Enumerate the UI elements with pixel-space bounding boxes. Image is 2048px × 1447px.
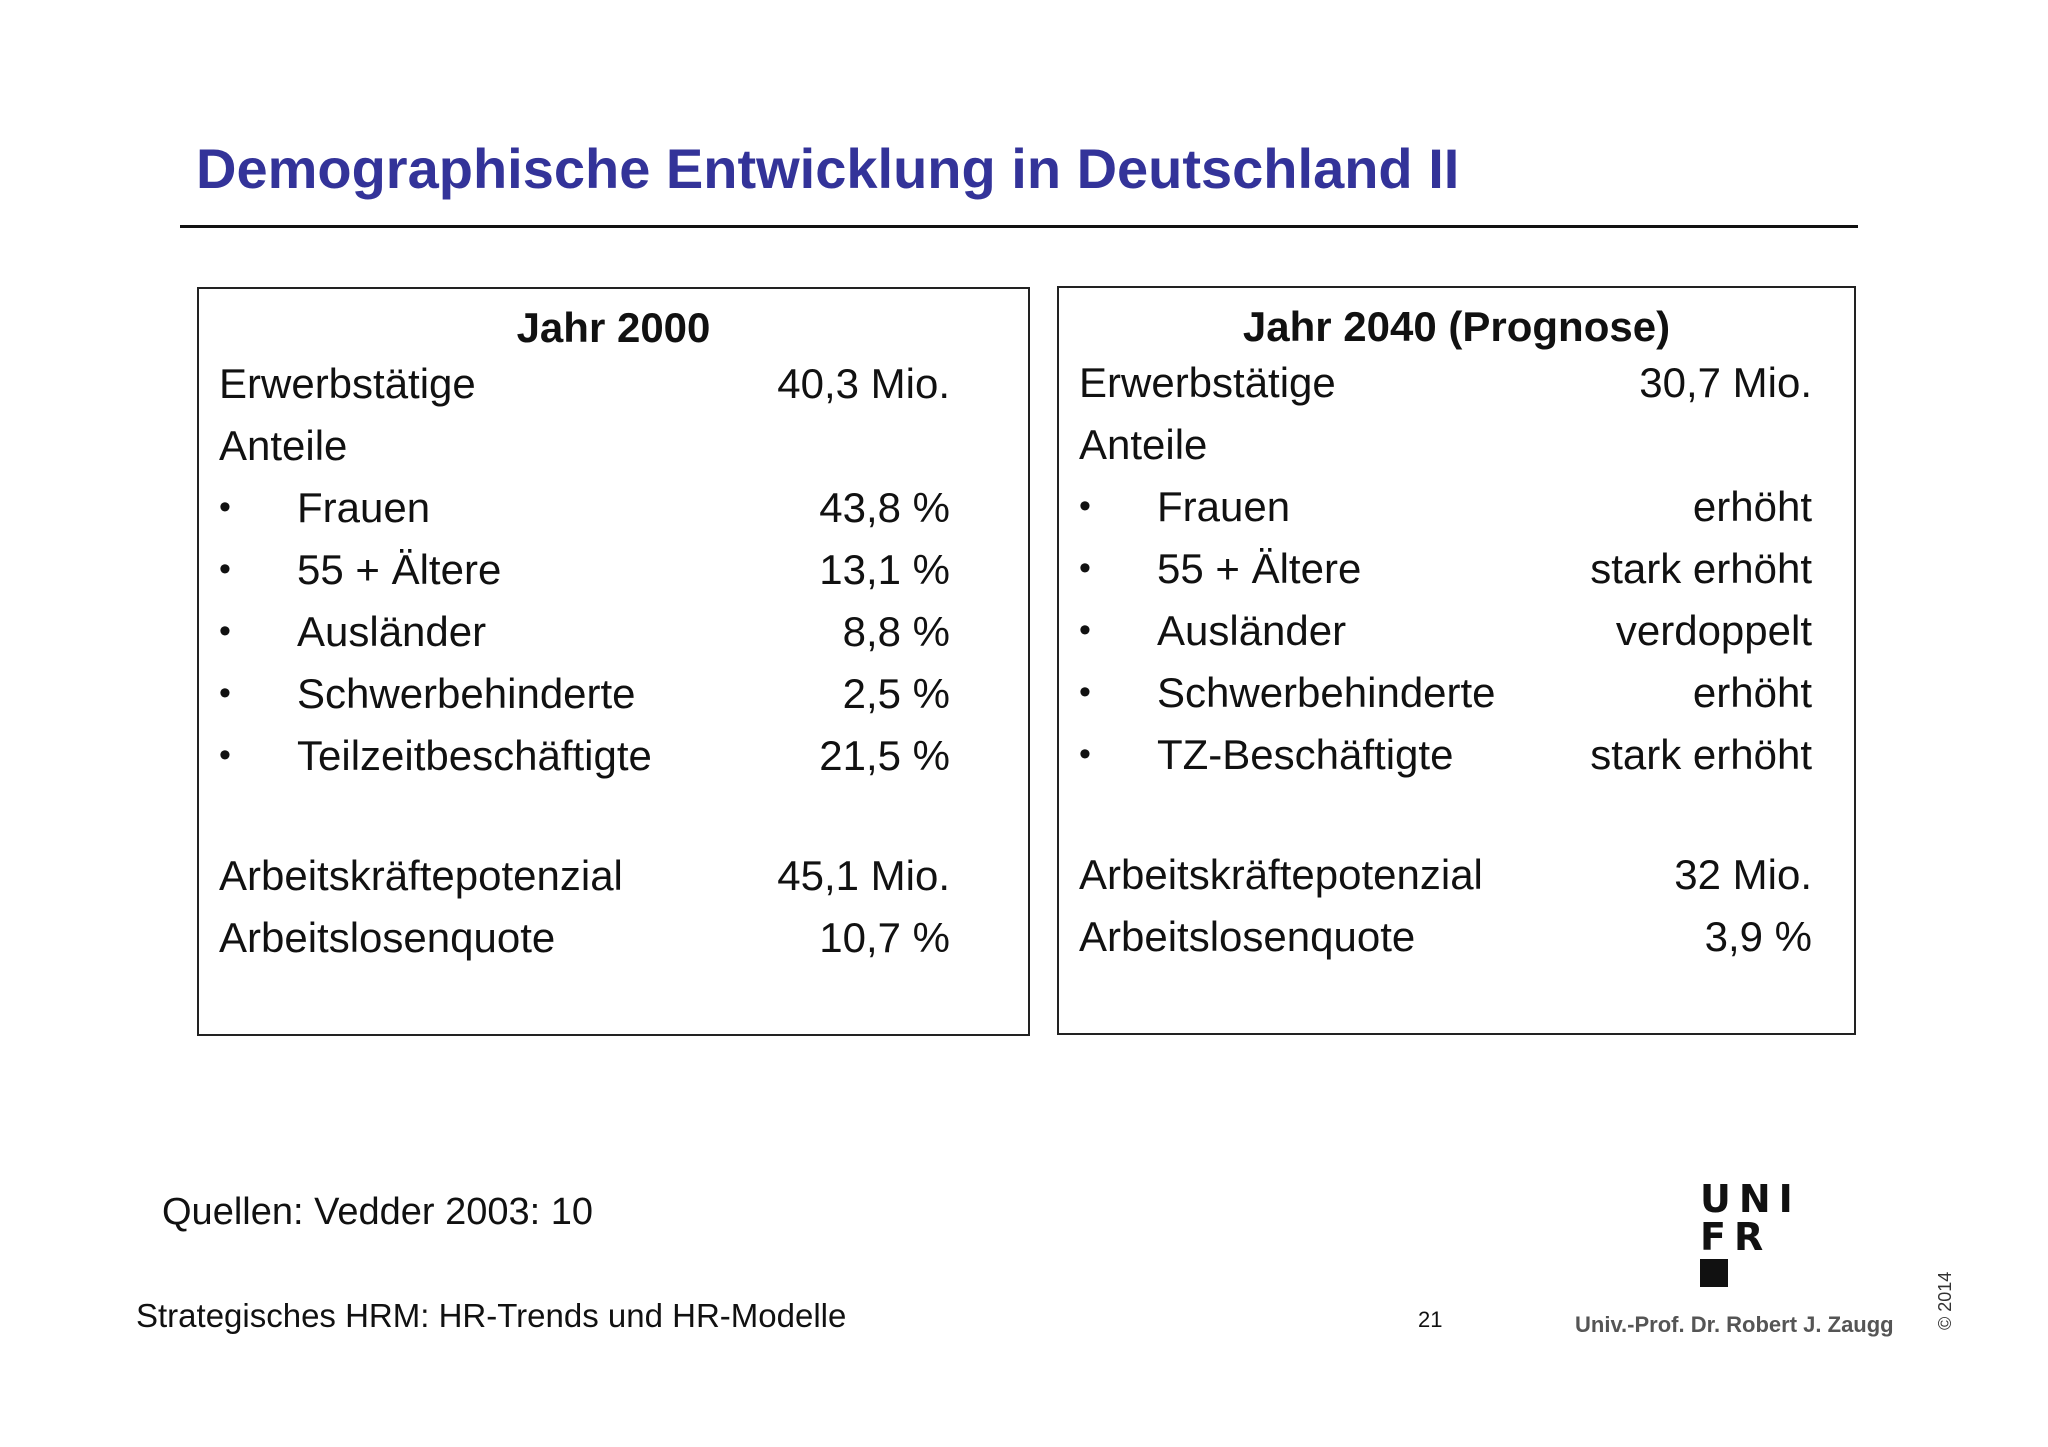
slide-title: Demographische Entwicklung in Deutschland II: [196, 137, 1460, 200]
row-value: stark erhöht: [1590, 545, 1812, 592]
row-label: Frauen: [297, 484, 431, 531]
author-name: Univ.-Prof. Dr. Robert J. Zaugg: [1575, 1312, 1894, 1337]
bullet-icon: •: [219, 550, 231, 588]
row-label: Schwerbehinderte: [297, 670, 636, 717]
row-value: 3,9 %: [1704, 913, 1812, 960]
row-value: 2,5 %: [842, 670, 950, 717]
row-value: erhöht: [1692, 483, 1812, 530]
row-label: 55 + Ältere: [1157, 545, 1362, 592]
row-value: 32 Mio.: [1674, 851, 1812, 898]
unifr-logo: [1700, 1177, 1801, 1290]
row-value: 10,7 %: [819, 914, 950, 961]
row-value: 21,5 %: [819, 732, 950, 779]
row-value: stark erhöht: [1590, 731, 1812, 778]
bullet-icon: •: [219, 612, 231, 650]
title-divider: [180, 225, 1858, 228]
logo-square-icon: [1700, 1259, 1728, 1287]
page-number: 21: [1418, 1307, 1443, 1332]
bullet-icon: •: [219, 736, 231, 774]
row-value: 43,8 %: [819, 484, 950, 531]
row-label: TZ-Beschäftigte: [1157, 731, 1454, 778]
logo-line-1: UNI: [1700, 1177, 1801, 1221]
row-label: Teilzeitbeschäftigte: [297, 732, 652, 779]
row-label: Schwerbehinderte: [1157, 669, 1496, 716]
course-title: Strategisches HRM: HR-Trends und HR-Modelle: [136, 1297, 847, 1334]
logo-line-2: FR: [1700, 1215, 1772, 1259]
row-label: Arbeitslosenquote: [1079, 913, 1416, 960]
source-note: Quellen: Vedder 2003: 10: [162, 1191, 594, 1233]
year-2000-box: [197, 287, 1030, 1036]
row-label: Arbeitskräftepotenzial: [219, 852, 623, 899]
row-value: 30,7 Mio.: [1639, 359, 1812, 406]
row-label: Frauen: [1157, 483, 1291, 530]
row-label: Arbeitskräftepotenzial: [1079, 851, 1483, 898]
bullet-icon: •: [219, 488, 231, 526]
row-value: 13,1 %: [819, 546, 950, 593]
bullet-icon: •: [1079, 673, 1091, 711]
row-label: Arbeitslosenquote: [219, 914, 556, 961]
row-label: Anteile: [219, 422, 348, 469]
row-value: 8,8 %: [842, 608, 950, 655]
copyright-note: © 2014: [1935, 1271, 1955, 1330]
row-label: Erwerbstätige: [1079, 359, 1336, 406]
row-label: 55 + Ältere: [297, 546, 502, 593]
row-value: 40,3 Mio.: [777, 360, 950, 407]
bullet-icon: •: [1079, 549, 1091, 587]
box-heading: Jahr 2000: [516, 304, 711, 351]
row-value: 45,1 Mio.: [777, 852, 950, 899]
bullet-icon: •: [1079, 735, 1091, 773]
row-label: Ausländer: [297, 608, 487, 655]
row-label: Ausländer: [1157, 607, 1347, 654]
row-value: verdoppelt: [1615, 607, 1812, 654]
row-value: erhöht: [1692, 669, 1812, 716]
bullet-icon: •: [219, 674, 231, 712]
bullet-icon: •: [1079, 487, 1091, 525]
year-2040-box: [1057, 286, 1856, 1035]
row-label: Anteile: [1079, 421, 1208, 468]
bullet-icon: •: [1079, 611, 1091, 649]
row-label: Erwerbstätige: [219, 360, 476, 407]
box-heading: Jahr 2040 (Prognose): [1242, 303, 1671, 350]
